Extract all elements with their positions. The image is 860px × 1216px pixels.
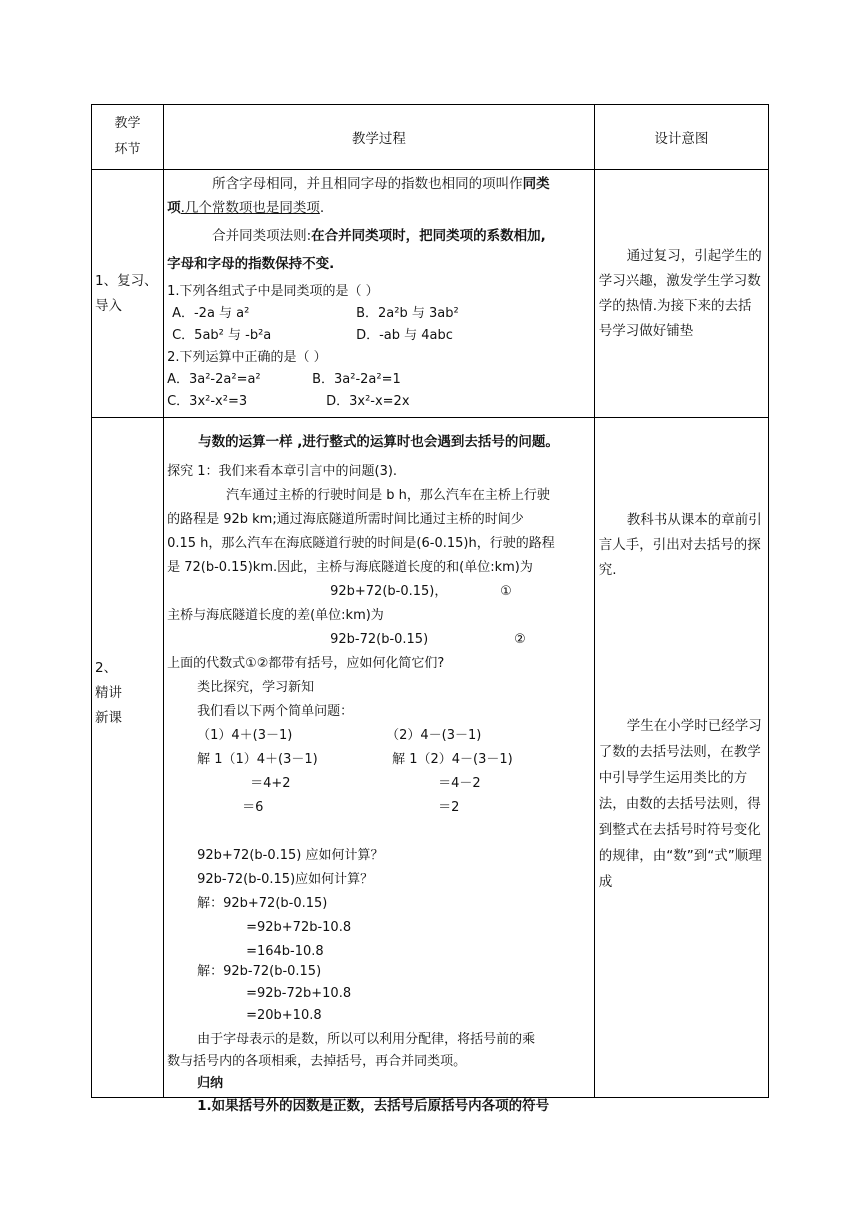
mark-2: ② [514, 632, 526, 647]
stage-new-line2: 精讲 [95, 685, 122, 701]
q1-option-c: C．5ab² 与 -b²a [172, 328, 272, 343]
intent-cell-review [594, 170, 768, 418]
stage-review-line1: 1、复习、 [95, 272, 158, 289]
question-1: 1.下列各组式子中是同类项的是（ ） [167, 284, 379, 299]
simple-problems-intro: 我们看以下两个简单问题： [197, 704, 354, 719]
solution-2-line3: ＝2 [438, 800, 460, 815]
stage-cell-review [92, 170, 164, 418]
calc-sum-line3: =164b-10.8 [246, 944, 324, 959]
header-intent: 设计意图 [594, 105, 768, 170]
simplify-question: 上面的代数式①②都带有括号，应如何化简它们? [167, 656, 445, 671]
rule-lead: 合并同类项法则: [212, 228, 312, 244]
table-row-review [92, 170, 769, 418]
para1-line1: 汽车通过主桥的行驶时间是 b h，那么汽车在主桥上行驶 [226, 488, 550, 503]
q1-option-d: D．-ab 与 4abc [356, 328, 453, 343]
calc-sum-line1: 解：92b+72(b-0.15) [197, 896, 328, 911]
reason-line1: 由于字母表示的是数，所以可以利用分配律，将括号前的乘 [197, 1032, 536, 1047]
header-stage-line2: 环节 [114, 142, 141, 157]
intro-bold: 与数的运算一样 ,进行整式的运算时也会遇到去括号的问题。 [198, 434, 559, 450]
reason-line2: 数与括号内的各项相乘，去掉括号，再合并同类项。 [167, 1054, 467, 1069]
problem-2: （2）4－(3－1) [386, 728, 482, 743]
header-process: 教学过程 [164, 105, 595, 170]
q2-option-c: C．3x²-x²=3 [167, 394, 248, 409]
ask-sum: 92b+72(b-0.15) 应如何计算？ [197, 848, 384, 863]
problem-1: （1）4＋(3－1) [197, 728, 293, 743]
concept-end: . [319, 200, 325, 216]
q1-option-a: A．-2a 与 a² [172, 306, 250, 321]
stage-new-line1: 2、 [95, 660, 118, 676]
solution-1-line3: ＝6 [242, 800, 264, 815]
lesson-plan-table [91, 104, 769, 1114]
rule-1: 1.如果括号外的因数是正数，去括号后原括号内各项的符号 [197, 1098, 550, 1114]
solution-2-line2: ＝4－2 [438, 776, 481, 791]
process-cell-review [164, 170, 595, 418]
explore-title: 探究 1：我们来看本章引言中的问题(3). [167, 464, 398, 479]
intent-new-1: 教科书从课本的章前引言人手，引出对去括号的探究. [598, 512, 762, 578]
solution-2-line1: 解 1（2）4－(3－1) [392, 752, 513, 767]
table-header-row [92, 105, 769, 170]
header-stage-line1: 教学 [114, 116, 141, 131]
q2-option-d: D．3x²-x=2x [326, 394, 410, 409]
mark-1: ① [500, 584, 512, 599]
header-stage [92, 105, 164, 170]
constant-term-note: .几个常数项也是同类项 [180, 200, 320, 216]
rule-bold: 在合并同类项时，把同类项的系数相加, [311, 228, 546, 244]
stage-new-line3: 新课 [95, 710, 122, 726]
q2-option-a: A．3a²-2a²=a² [167, 372, 261, 387]
rule-line2: 字母和字母的指数保持不变. [167, 256, 335, 272]
q1-option-b: B．2a²b 与 3ab² [356, 306, 459, 321]
concept-line1 [212, 174, 550, 194]
para1-line3: 0.15 h，那么汽车在海底隧道行驶的时间是(6-0.15)h，行驶的路程 [167, 536, 555, 551]
concept-line2 [167, 198, 324, 218]
stage-review-line2: 导入 [95, 297, 122, 314]
diff-line: 主桥与海底隧道长度的差(单位:km)为 [167, 608, 384, 623]
calc-diff-line1: 解：92b-72(b-0.15) [197, 964, 322, 979]
intent-review: 通过复习，引起学生的学习兴趣，激发学生学习数学的热情.为接下来的去括号学习做好铺垫 [598, 247, 762, 339]
para1-line4: 是 72(b-0.15)km.因此，主桥与海底隧道长度的和(单位:km)为 [167, 560, 533, 575]
concept-bold: 同类 [522, 176, 550, 192]
question-2: 2.下列运算中正确的是（ ） [167, 350, 327, 365]
calc-sum-line2: =92b+72b-10.8 [246, 920, 352, 935]
table-row-new-lesson [92, 418, 769, 1098]
ask-diff: 92b-72(b-0.15)应如何计算？ [197, 872, 374, 887]
expr-diff: 92b-72(b-0.15) [330, 632, 429, 647]
expr-sum: 92b+72(b-0.15)， [330, 584, 448, 599]
q2-option-b: B．3a²-2a²=1 [312, 372, 401, 387]
stage-cell-new [92, 418, 164, 1098]
analogy-line: 类比探究，学习新知 [197, 680, 315, 695]
solution-1-line2: ＝4+2 [250, 776, 291, 791]
concept-bold-2: 项 [167, 200, 181, 216]
solution-1-line1: 解 1（1）4＋(3－1) [197, 752, 318, 767]
calc-diff-line2: =92b-72b+10.8 [246, 986, 352, 1001]
concept-text: 所含字母相同，并且相同字母的指数也相同的项叫作 [212, 176, 523, 192]
rule-line1 [212, 226, 546, 246]
para1-line2: 的路程是 92b km;通过海底隧道所需时间比通过主桥的时间少 [167, 512, 524, 527]
summary-heading: 归纳 [197, 1076, 224, 1091]
calc-diff-line3: =20b+10.8 [246, 1008, 322, 1023]
intent-cell-new [594, 418, 768, 1098]
process-cell-new [164, 418, 595, 1114]
intent-new-2: 学生在小学时已经学习了数的去括号法则，在教学中引导学生运用类比的方法，由数的去括号法则，得到整式在去括号时符号变化的规律，由“数”到“式”顺理成 [598, 718, 762, 890]
